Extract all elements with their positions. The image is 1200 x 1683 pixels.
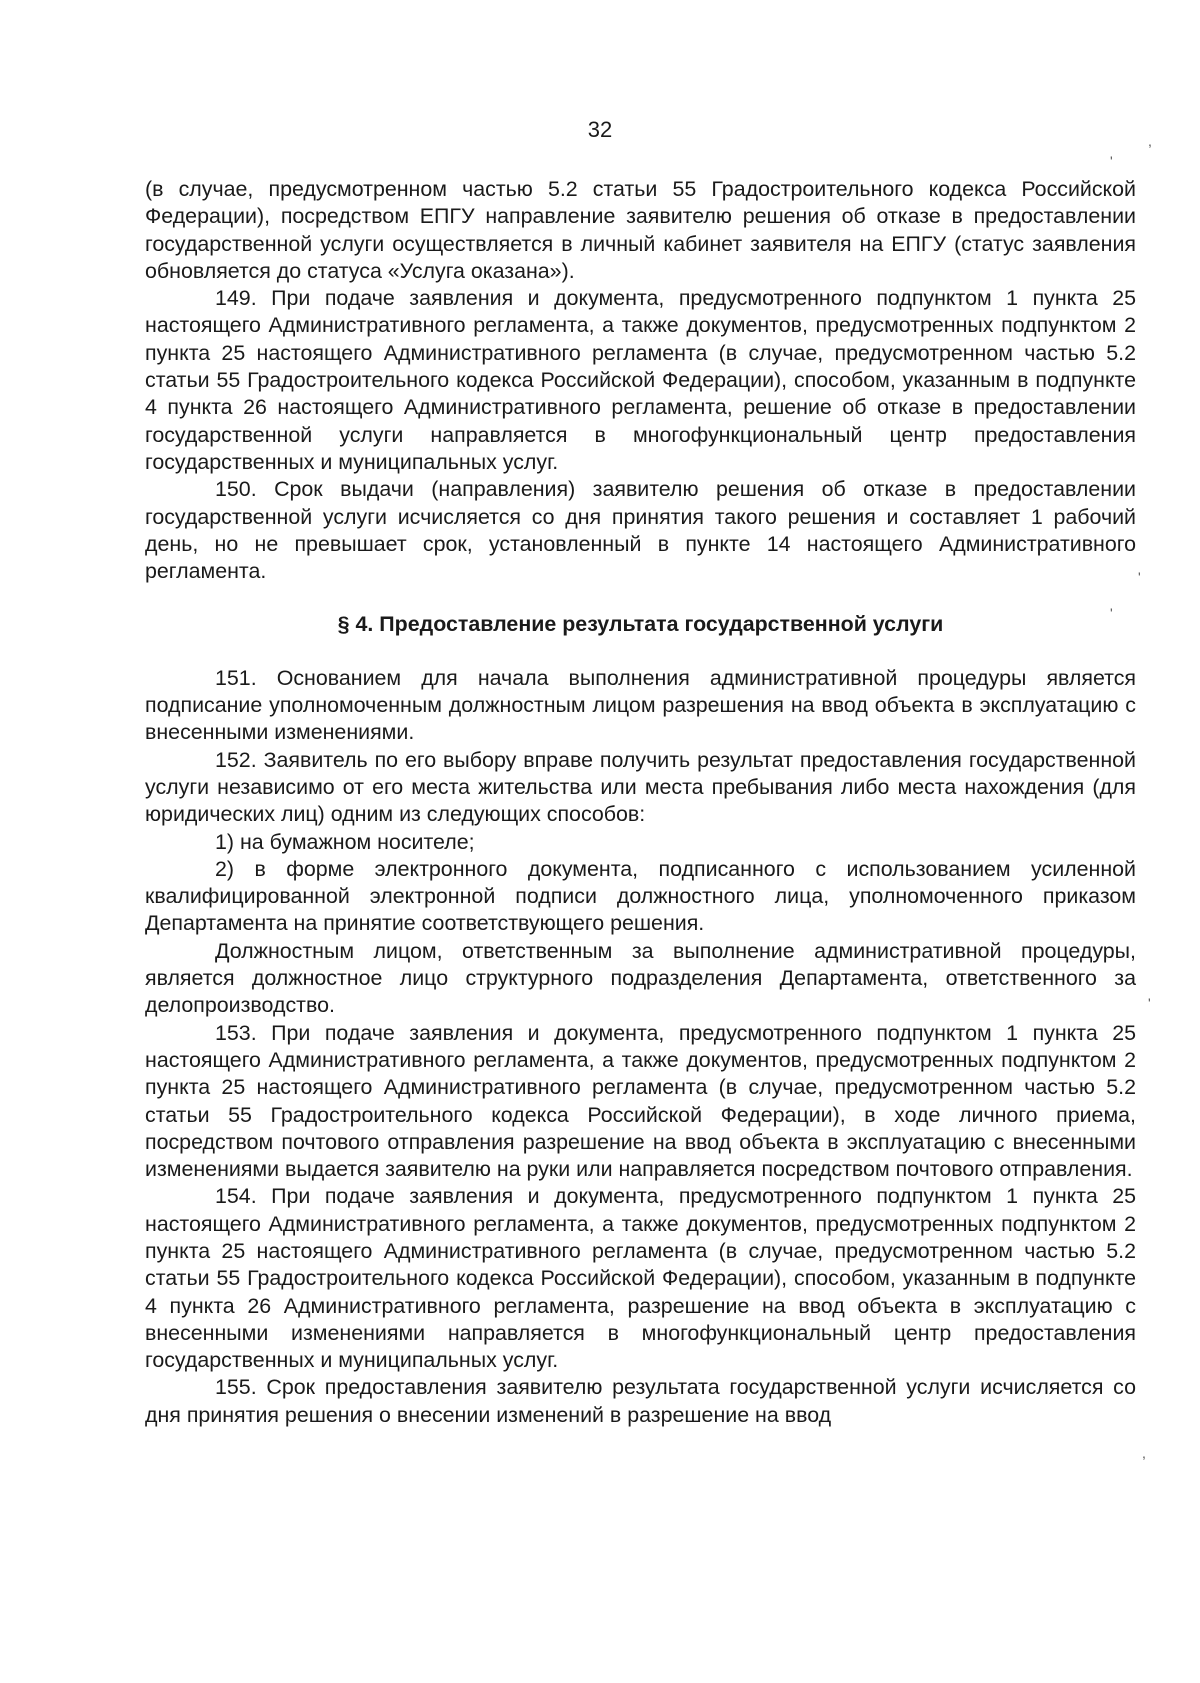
list-item: 2) в форме электронного документа, подписанного с использованием усиленной квалифицированной электронной подписи должностного лица, уполномоченного приказом Департамента на принятие соответствующего решения.	[145, 856, 1136, 936]
scan-mark: '	[1138, 569, 1141, 585]
paragraph: 155. Срок предоставления заявителю результата государственной услуги исчисляется со дня принятия решения о внесении изменений в разрешение на ввод	[145, 1375, 1136, 1427]
paragraph: (в случае, предусмотренном частью 5.2 статьи 55 Градостроительного кодекса Российской Федерации), посредством ЕПГУ направление заявителю решения об отказе в предоставлении государственной услуги осуществляется в личный кабинет заявителя на ЕПГУ (статус заявления обновляется до статуса «Услуга оказана»).	[145, 177, 1136, 283]
paragraph: Должностным лицом, ответственным за выполнение административной процедуры, является должностное лицо структурного подразделения Департамента, ответственного за делопроизводство.	[145, 938, 1136, 1018]
list-item: 1) на бумажном носителе;	[215, 829, 475, 854]
paragraph: 154. При подаче заявления и документа, предусмотренного подпунктом 1 пункта 25 настоящего Административного регламента, а также документов, предусмотренных подпунктом 2 пункта 25 настоящего Административного регламента (в случае, предусмотренном частью 5.2 статьи 55 Градостроительного кодекса Российской Федерации), способом, указанным в подпункте 4 пункта 26 Административного регламента, разрешение на ввод объекта в эксплуатацию с внесенными изменениями направляется в многофункциональный центр предоставления государственных и муниципальных услуг.	[145, 1184, 1136, 1373]
scan-mark: '	[1110, 605, 1113, 621]
paragraph: 149. При подаче заявления и документа, предусмотренного подпунктом 1 пункта 25 настоящего Административного регламента, а также документов, предусмотренных подпунктом 2 пункта 25 настоящего Административного регламента (в случае, предусмотренном частью 5.2 статьи 55 Градостроительного кодекса Российской Федерации), способом, указанным в подпункте 4 пункта 26 настоящего Административного регламента, решение об отказе в предоставлении государственной услуги направляется в многофункциональный центр предоставления государственных и муниципальных услуг.	[145, 286, 1136, 474]
paragraph: 152. Заявитель по его выбору вправе получить результат предоставления государственной услуги независимо от его места жительства или места пребывания либо места нахождения (для юридических лиц) одним из следующих способов:	[145, 747, 1136, 827]
page-number: 32	[587, 117, 613, 142]
paragraph: 151. Основанием для начала выполнения административной процедуры является подписание уполномоченным должностным лицом разрешения на ввод объекта в эксплуатацию с внесенными изменениями.	[145, 665, 1136, 745]
scan-mark: ,	[1142, 1445, 1146, 1461]
scan-mark: ,	[1148, 133, 1152, 149]
document-body	[145, 176, 1136, 1429]
scan-mark: '	[1148, 995, 1151, 1011]
scan-mark: '	[1110, 153, 1113, 169]
section-heading: § 4. Предоставление результата государственной услуги	[337, 612, 944, 637]
paragraph: 153. При подаче заявления и документа, предусмотренного подпунктом 1 пункта 25 настоящего Административного регламента, а также документов, предусмотренных подпунктом 2 пункта 25 настоящего Административного регламента (в случае, предусмотренном частью 5.2 статьи 55 Градостроительного кодекса Российской Федерации), в ходе личного приема, посредством почтового отправления разрешение на ввод объекта в эксплуатацию с внесенными изменениями выдается заявителю на руки или направляется посредством почтового отправления.	[145, 1020, 1136, 1182]
paragraph: 150. Срок выдачи (направления) заявителю решения об отказе в предоставлении государственной услуги исчисляется со дня принятия такого решения и составляет 1 рабочий день, но не превышает срок, установленный в пункте 14 настоящего Административного регламента.	[145, 477, 1136, 584]
